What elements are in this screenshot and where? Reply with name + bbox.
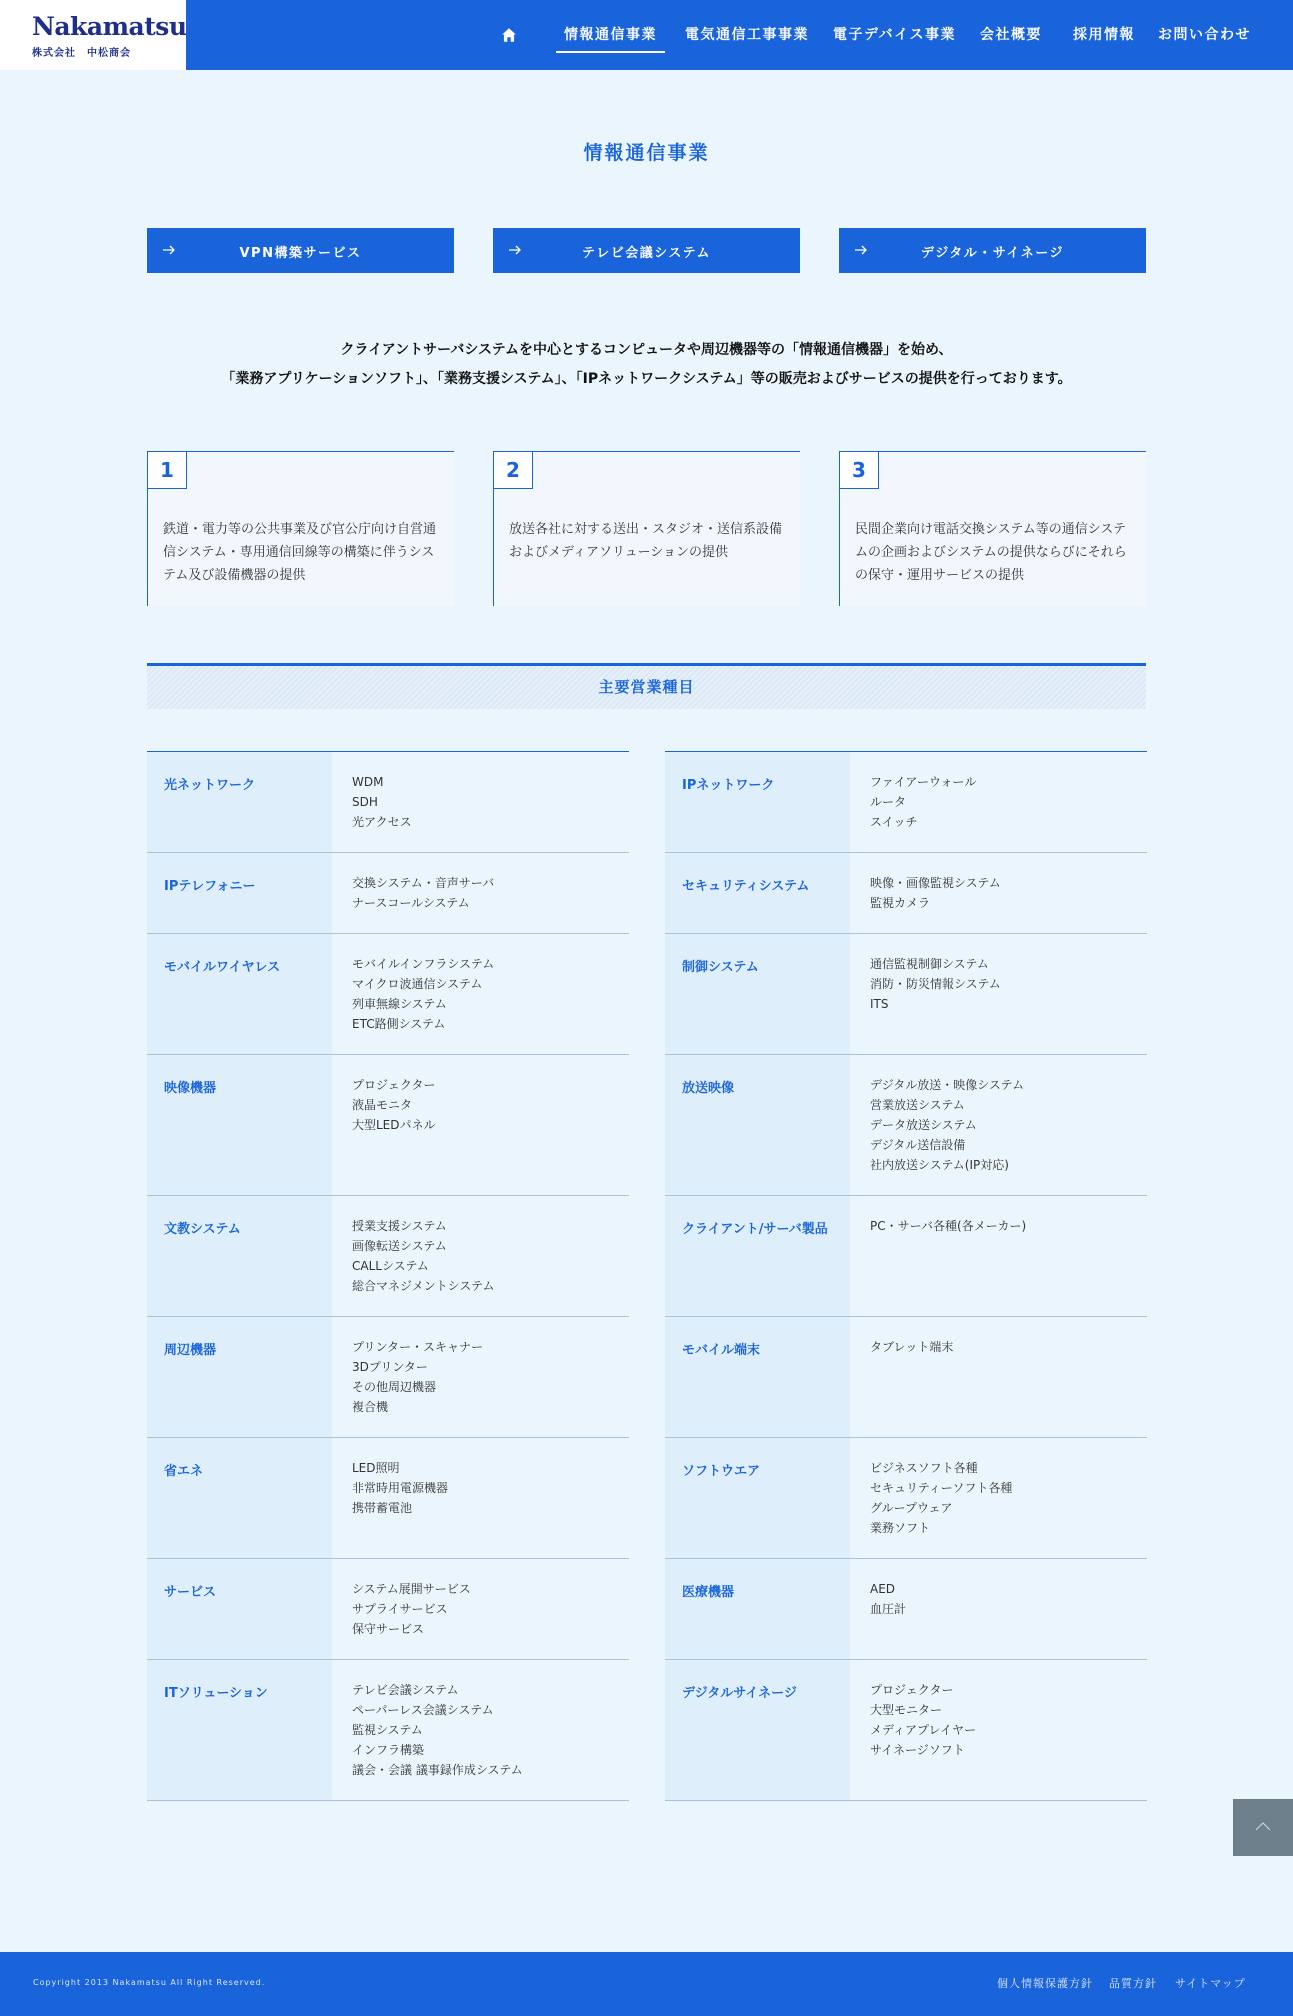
digital-signage-label: デジタル・サイネージ xyxy=(921,246,1064,261)
section-heading xyxy=(147,663,1146,709)
row-item: サイネージソフト xyxy=(870,1743,965,1757)
row-item: 光アクセス xyxy=(352,815,412,829)
video-conference-button[interactable] xyxy=(493,228,800,273)
row-item: プロジェクター xyxy=(870,1683,954,1697)
nav-item-info-comm[interactable]: 情報通信事業 xyxy=(564,24,657,44)
row-item: タブレット端末 xyxy=(870,1340,954,1354)
card-number: 2 xyxy=(493,451,533,489)
row-item: 大型LEDパネル xyxy=(352,1118,436,1132)
table-row xyxy=(665,1660,1147,1801)
row-item: 業務ソフト xyxy=(870,1521,931,1535)
row-item: 血圧計 xyxy=(870,1602,907,1616)
row-item: その他周辺機器 xyxy=(352,1380,437,1394)
nav-item-electronic-devices[interactable]: 電子デバイス事業 xyxy=(833,27,957,43)
row-category: サービス xyxy=(147,1559,332,1659)
site-footer xyxy=(0,1952,1293,2016)
row-item: SDH xyxy=(352,795,378,809)
row-items xyxy=(332,1055,629,1195)
row-category: 制御システム xyxy=(665,934,850,1054)
table-row xyxy=(665,934,1147,1055)
row-category: ソフトウエア xyxy=(665,1438,850,1558)
row-item: ナースコールシステム xyxy=(352,896,470,910)
logo[interactable] xyxy=(0,0,186,70)
row-item: メディアプレイヤー xyxy=(870,1723,976,1737)
chevron-up-icon xyxy=(1233,1799,1293,1856)
row-item: 議会・会議 議事録作成システム xyxy=(352,1763,523,1777)
row-items xyxy=(850,853,1147,933)
card-text: 民間企業向け電話交換システム等の通信システムの企画およびシステムの提供ならびにそれらの保守・運用サービスの提供 xyxy=(855,522,1127,583)
row-item: 列車無線システム xyxy=(352,997,447,1011)
row-item: ビジネスソフト各種 xyxy=(870,1461,978,1475)
table-row xyxy=(147,1196,629,1317)
row-category: クライアント/サーバ製品 xyxy=(665,1196,850,1316)
row-item: 画像転送システム xyxy=(352,1239,447,1253)
back-to-top-button[interactable] xyxy=(1233,1799,1293,1856)
row-item: マイクロ波通信システム xyxy=(352,977,483,991)
row-item: プリンター・スキャナー xyxy=(352,1340,484,1354)
table-row xyxy=(665,752,1147,853)
table-row xyxy=(147,1317,629,1438)
video-conference-label: テレビ会議システム xyxy=(582,246,711,261)
row-item: CALLシステム xyxy=(352,1259,429,1273)
row-category: 光ネットワーク xyxy=(147,752,332,852)
footer-link-sitemap[interactable]: サイトマップ xyxy=(1175,1977,1246,1990)
row-item: モバイルインフラシステム xyxy=(352,957,495,971)
nav-item-contact[interactable]: お問い合わせ xyxy=(1158,27,1251,43)
row-item: セキュリティーソフト各種 xyxy=(870,1481,1013,1495)
row-item: PC・サーバ各種(各メーカー) xyxy=(870,1219,1027,1233)
row-items xyxy=(332,1317,629,1437)
row-item: LED照明 xyxy=(352,1461,400,1475)
row-items xyxy=(332,934,629,1054)
row-item: 映像・画像監視システム xyxy=(870,876,1001,890)
home-icon[interactable] xyxy=(500,26,518,44)
row-items xyxy=(332,1660,629,1800)
row-item: データ放送システム xyxy=(870,1118,977,1132)
row-item: 社内放送システム(IP対応) xyxy=(870,1158,1009,1172)
row-item: 3Dプリンター xyxy=(352,1360,428,1374)
intro-line-2: 「業務アプリケーションソフト」、「業務支援システム」、「IPネットワークシステム」等の販売およびサービスの提供を行っております。 xyxy=(221,371,1072,387)
table-row xyxy=(665,853,1147,934)
table-row xyxy=(665,1559,1147,1660)
row-item: テレビ会議システム xyxy=(352,1683,459,1697)
row-item: 監視システム xyxy=(352,1723,423,1737)
row-items xyxy=(332,853,629,933)
row-item: スイッチ xyxy=(870,815,918,829)
table-row xyxy=(665,1055,1147,1196)
row-category: 文教システム xyxy=(147,1196,332,1316)
business-table-left xyxy=(147,751,629,1801)
row-items xyxy=(332,1196,629,1316)
row-items xyxy=(850,1559,1147,1659)
row-item: 複合機 xyxy=(352,1400,389,1414)
row-items xyxy=(850,1660,1147,1800)
row-item: AED xyxy=(870,1582,896,1596)
row-item: デジタル放送・映像システム xyxy=(870,1078,1025,1092)
row-item: 非常時用電源機器 xyxy=(352,1481,449,1495)
footer-link-privacy[interactable]: 個人情報保護方針 xyxy=(997,1977,1093,1990)
card-number: 1 xyxy=(147,451,187,489)
card-number: 3 xyxy=(839,451,879,489)
row-category: 周辺機器 xyxy=(147,1317,332,1437)
row-item: 営業放送システム xyxy=(870,1098,965,1112)
table-row xyxy=(147,1055,629,1196)
row-item: 消防・防災情報システム xyxy=(870,977,1001,991)
feature-card-3 xyxy=(839,451,1146,606)
row-items xyxy=(850,752,1147,852)
card-text: 鉄道・電力等の公共事業及び官公庁向け自営通信システム・専用通信回線等の構築に伴うシステム及び設備機器の提供 xyxy=(163,522,437,583)
table-row xyxy=(147,752,629,853)
feature-card-2 xyxy=(493,451,800,606)
row-category: モバイルワイヤレス xyxy=(147,934,332,1054)
row-item: 通信監視制御システム xyxy=(870,957,989,971)
vpn-service-label: VPN構築サービス xyxy=(239,246,362,261)
site-header xyxy=(0,0,1293,70)
table-row xyxy=(147,853,629,934)
row-item: ファイアーウォール xyxy=(870,775,977,789)
page-title: 情報通信事業 xyxy=(583,142,710,164)
intro-text xyxy=(0,336,1293,394)
logo-subtitle: 株式会社 中松商会 xyxy=(32,48,131,59)
row-item: インフラ構築 xyxy=(352,1743,425,1757)
table-row xyxy=(147,1660,629,1801)
table-row xyxy=(147,1438,629,1559)
nav-item-recruit[interactable]: 採用情報 xyxy=(1073,27,1135,43)
row-item: 液晶モニタ xyxy=(352,1098,413,1112)
table-row xyxy=(147,1559,629,1660)
table-row xyxy=(665,1438,1147,1559)
row-item: 総合マネジメントシステム xyxy=(352,1279,495,1293)
row-items xyxy=(332,1559,629,1659)
row-item: 授業支援システム xyxy=(352,1219,447,1233)
row-items xyxy=(850,1317,1147,1437)
row-item: 携帯蓄電池 xyxy=(352,1501,413,1515)
row-item: 大型モニター xyxy=(870,1703,943,1717)
row-item: ITS xyxy=(870,997,889,1011)
table-row xyxy=(665,1317,1147,1438)
row-item: WDM xyxy=(352,775,384,789)
row-category: IPネットワーク xyxy=(665,752,850,852)
row-item: ペーパーレス会議システム xyxy=(352,1703,494,1717)
nav-item-electric-works[interactable]: 電気通信工事事業 xyxy=(685,27,809,43)
digital-signage-button[interactable] xyxy=(839,228,1146,273)
logo-text: Nakamatsu xyxy=(32,12,187,41)
row-item: プロジェクター xyxy=(352,1078,436,1092)
row-items xyxy=(850,1196,1147,1316)
copyright: Copyright 2013 Nakamatsu All Right Reserved. xyxy=(33,1978,266,1987)
intro-line-1: クライアントサーバシステムを中心とするコンピュータや周辺機器等の「情報通信機器」を始め、 xyxy=(340,342,953,358)
row-category: 放送映像 xyxy=(665,1055,850,1195)
card-text: 放送各社に対する送出・スタジオ・送信系設備およびメディアソリューションの提供 xyxy=(509,522,783,560)
row-category: デジタルサイネージ xyxy=(665,1660,850,1800)
row-item: ルータ xyxy=(870,795,907,809)
footer-link-quality[interactable]: 品質方針 xyxy=(1109,1977,1157,1990)
row-item: システム展開サービス xyxy=(352,1582,471,1596)
table-row xyxy=(147,934,629,1055)
row-category: 医療機器 xyxy=(665,1559,850,1659)
row-item: サプライサービス xyxy=(352,1602,448,1616)
feature-card-1 xyxy=(147,451,454,606)
row-category: セキュリティシステム xyxy=(665,853,850,933)
row-category: モバイル端末 xyxy=(665,1317,850,1437)
section-heading-title: 主要営業種目 xyxy=(598,678,695,696)
row-items xyxy=(332,1438,629,1558)
row-item: グループウェア xyxy=(870,1501,953,1515)
row-item: ETC路側システム xyxy=(352,1017,446,1031)
row-items xyxy=(850,1438,1147,1558)
row-item: デジタル送信設備 xyxy=(870,1138,966,1152)
vpn-service-button[interactable] xyxy=(147,228,454,273)
row-items xyxy=(332,752,629,852)
table-row xyxy=(665,1196,1147,1317)
row-item: 監視カメラ xyxy=(870,896,931,910)
row-category: ITソリューション xyxy=(147,1660,332,1800)
row-category: 省エネ xyxy=(147,1438,332,1558)
row-category: 映像機器 xyxy=(147,1055,332,1195)
nav-item-company[interactable]: 会社概要 xyxy=(980,27,1042,43)
row-item: 交換システム・音声サーバ xyxy=(352,876,495,890)
row-items xyxy=(850,934,1147,1054)
row-item: 保守サービス xyxy=(352,1622,425,1636)
business-table-right xyxy=(665,751,1147,1801)
row-items xyxy=(850,1055,1147,1195)
global-nav xyxy=(490,0,1253,70)
row-category: IPテレフォニー xyxy=(147,853,332,933)
